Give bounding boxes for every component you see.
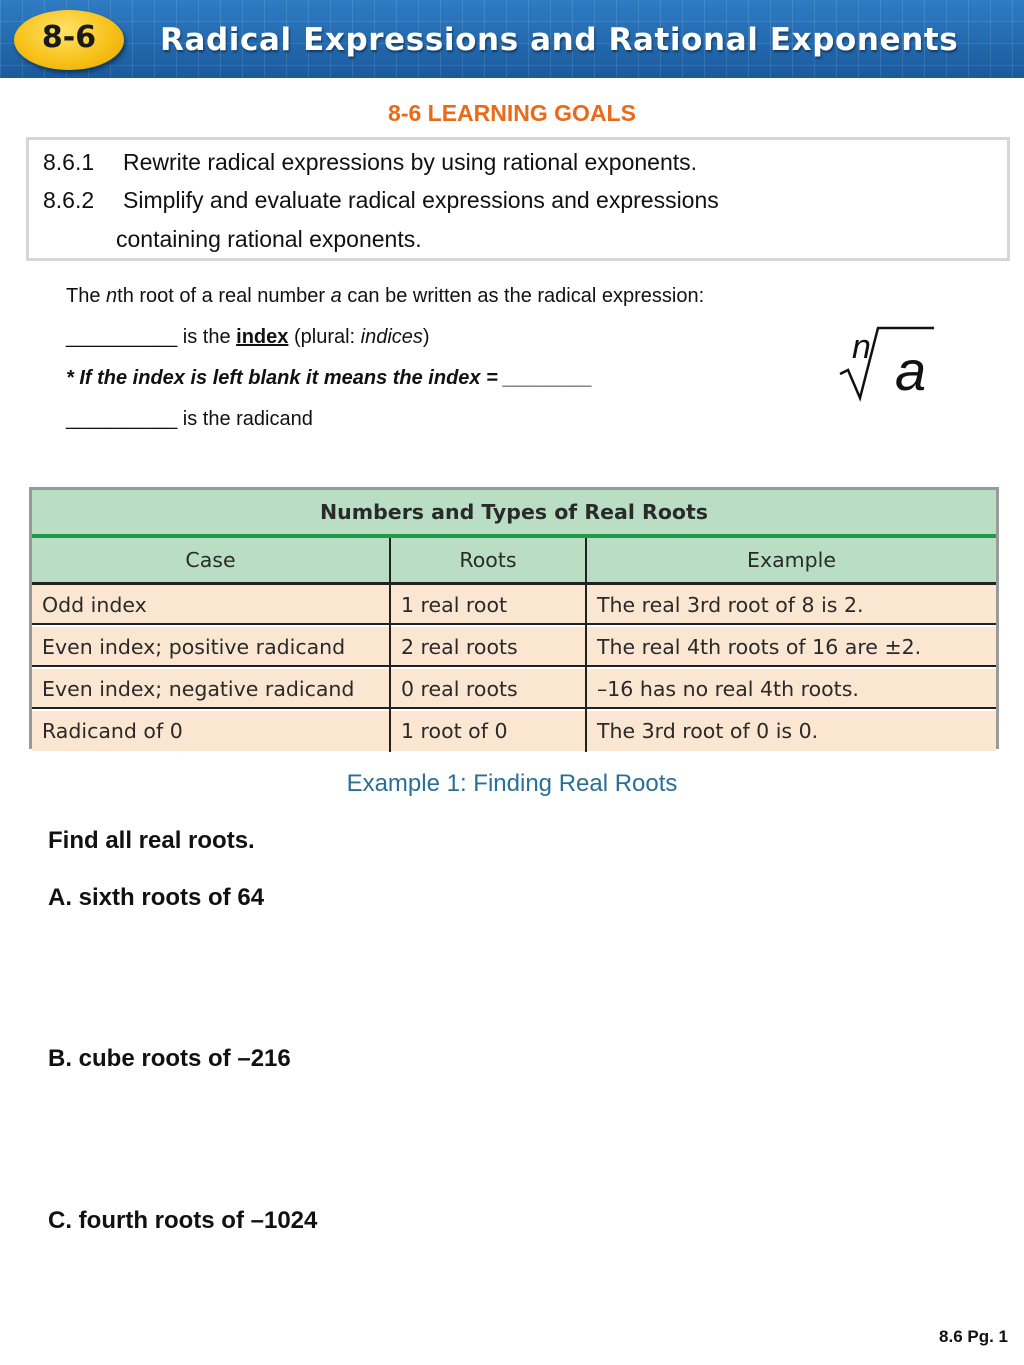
- table-cell: Radicand of 0: [32, 711, 389, 751]
- index-blank: __________: [66, 326, 178, 348]
- table-cell: Odd index: [32, 585, 389, 625]
- goal-1-number: 8.6.1: [43, 149, 95, 175]
- table-cell: Even index; negative radicand: [32, 669, 389, 709]
- a-variable: a: [330, 285, 342, 307]
- column-divider: [389, 538, 391, 752]
- example-part-c: C. fourth roots of –1024: [48, 1207, 318, 1234]
- goal-2: [43, 187, 719, 214]
- radical-radicand: a: [895, 339, 927, 402]
- index-definition: __________ is the index (plural: indices): [66, 326, 430, 348]
- learning-goals-heading: 8-6 LEARNING GOALS: [388, 100, 636, 126]
- radicand-definition: __________ is the radicand: [66, 408, 313, 430]
- example-part-a: A. sixth roots of 64: [48, 884, 265, 911]
- goal-2-text: Simplify and evaluate radical expressions and expressions: [123, 187, 719, 213]
- example-heading: Example 1: Finding Real Roots: [346, 770, 678, 797]
- header-example: Example: [587, 538, 996, 585]
- index-term: index: [236, 326, 289, 348]
- goal-1: [43, 149, 697, 176]
- n-variable: n: [106, 285, 118, 307]
- nth-root-definition: The nth root of a real number a can be written as the radical expression:: [66, 285, 705, 307]
- column-divider: [585, 538, 587, 752]
- index-blank-note: * If the index is left blank it means the index = ________: [66, 367, 593, 389]
- table-cell: 1 root of 0: [391, 711, 585, 751]
- table-cell: 1 real root: [391, 585, 585, 625]
- table-cell: The real 4th roots of 16 are ±2.: [587, 627, 996, 667]
- header-banner: [0, 0, 1024, 78]
- goal-2-continued: containing rational exponents.: [116, 226, 422, 252]
- lesson-badge-label: 8-6: [41, 19, 97, 55]
- lesson-badge: [14, 10, 124, 70]
- table-cell: –16 has no real 4th roots.: [587, 669, 996, 709]
- header-case: Case: [32, 538, 389, 585]
- radicand-blank: __________: [66, 408, 178, 430]
- page-number: 8.6 Pg. 1: [939, 1327, 1008, 1346]
- goal-2-number: 8.6.2: [43, 187, 95, 213]
- goal-1-text: Rewrite radical expressions by using rational exponents.: [123, 149, 698, 175]
- learning-goals-box: [26, 137, 1010, 261]
- header-roots: Roots: [391, 538, 585, 585]
- table-cell: Even index; positive radicand: [32, 627, 389, 667]
- nth-root-radical-symbol: [838, 318, 948, 408]
- table-cell: 2 real roots: [391, 627, 585, 667]
- real-roots-table: [29, 487, 999, 749]
- example-prompt: Find all real roots.: [48, 827, 255, 854]
- radical-index: n: [852, 328, 871, 366]
- table-cell: The real 3rd root of 8 is 2.: [587, 585, 996, 625]
- lesson-title: Radical Expressions and Rational Exponents: [160, 22, 959, 58]
- table-cell: 0 real roots: [391, 669, 585, 709]
- example-part-b: B. cube roots of –216: [48, 1045, 291, 1072]
- table-cell: The 3rd root of 0 is 0.: [587, 711, 996, 751]
- table-title: Numbers and Types of Real Roots: [32, 490, 996, 538]
